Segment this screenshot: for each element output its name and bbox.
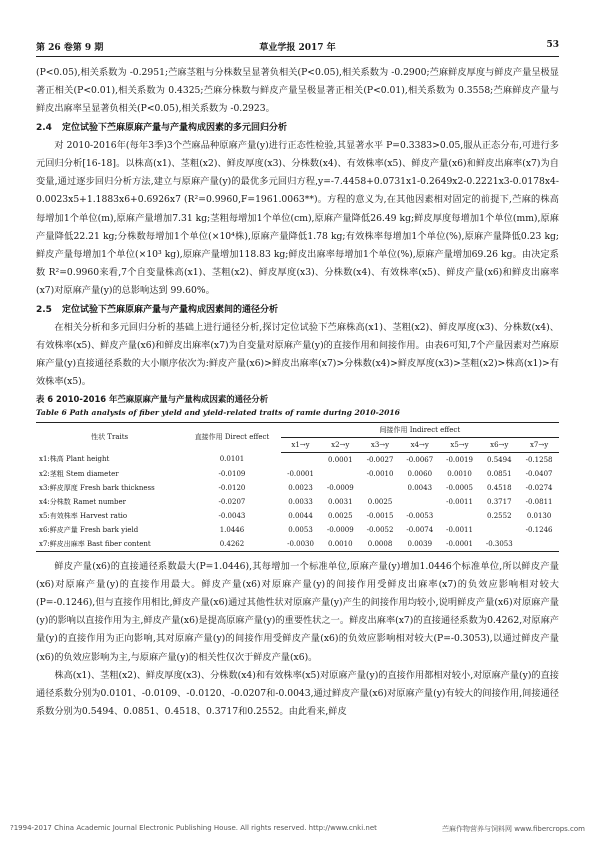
direct-effect-cell: -0.0043 — [218, 511, 246, 520]
indirect-effect-cell: -0.3053 — [479, 537, 519, 552]
indirect-effect-cell: 0.0060 — [407, 469, 433, 478]
indirect-effect-cell — [320, 467, 360, 481]
indirect-effect-cell: -0.0052 — [366, 525, 394, 534]
indirect-effect-cell: -0.0005 — [446, 483, 473, 492]
table-row — [36, 452, 559, 467]
direct-effect-cell: -0.0207 — [218, 497, 246, 506]
trait-cell: x4:分株数 Ramet number — [39, 497, 127, 506]
section-number: 2.4 — [36, 122, 52, 133]
indirect-effect-cell: -0.0274 — [525, 483, 553, 492]
indirect-effect-cell: -0.0011 — [446, 525, 473, 534]
indirect-column-header: x5→y — [440, 437, 480, 452]
trait-cell: x5:有效株率 Harvest ratio — [39, 511, 128, 520]
section-title: 定位试验下苎麻原麻产量与产量构成因素间的通径分析 — [61, 304, 278, 315]
indirect-effect-cell: 0.0851 — [487, 469, 512, 478]
indirect-effect-cell — [400, 495, 440, 509]
indirect-effect-cell: 0.3717 — [487, 497, 512, 506]
indirect-effect-cell: -0.0009 — [326, 483, 354, 492]
trait-cell: x2:茎粗 Stem diameter — [39, 469, 119, 478]
indirect-column-header: x1→y — [281, 437, 321, 452]
indirect-effect-cell: -0.0074 — [406, 525, 434, 534]
page-number: 53 — [546, 40, 559, 50]
trait-cell: x6:鲜皮产量 Fresh bark yield — [39, 525, 139, 534]
table-caption-cn: 表 6 2010-2016 年苎麻原麻产量与产量构成因素的通径分析 — [36, 393, 269, 404]
indirect-effect-cell: 0.0039 — [400, 537, 440, 552]
trait-cell: x7:鲜皮出麻率 Bast fiber content — [36, 537, 183, 552]
indirect-effect-cell: -0.0011 — [446, 497, 473, 506]
indirect-effect-cell: 0.0044 — [288, 511, 313, 520]
indirect-effect-cell: 0.0023 — [288, 483, 313, 492]
header-rule — [36, 56, 559, 57]
indirect-effect-cell: 0.0025 — [328, 511, 353, 520]
indirect-effect-cell: -0.0811 — [525, 497, 553, 506]
section-heading-2-4 — [36, 119, 559, 137]
indirect-column-header: x6→y — [479, 437, 519, 452]
indirect-effect-cell: -0.0407 — [525, 469, 553, 478]
indirect-effect-cell: 0.0130 — [526, 511, 552, 520]
indirect-effect-cell — [479, 523, 519, 537]
paragraph-regression: 对 2010-2016年(每年3季)3个苎麻品种原麻产量(y)进行正态性检验,其显著水平 P=0.3383>0.05,服从正态分布,可进行多元回归分析[16-18]。以株高(x1)、茎粗(x2)、鲜皮厚度(x3)、分株数(x4)、有效株率(x5)、鲜皮产量(x6)和鲜皮出麻率(x7)为自变量,通过逐步回归分析方法,建立与原麻产量(y)的最优多元回归方程,y=-7.4458+0.0731x1-0.2649x2-0.2221x3-0.0178x4-0.0023x5+1.1883x6+0.6926x7 (R²=0.9960,F=1961.0063**)。方程的意义为,在其他因素相对固定的前提下,苎麻的株高每增加1个单位(m),原麻产量增加7.31 kg;茎粗每增加1个单位(cm),原麻产量降低26.49 kg;鲜皮厚度每增加1个单位(mm),原麻产量降低22.21 kg;分株数每增加1个单位(×10⁴株),原麻产量降低1.78 kg;有效株率每增加1个单位(%),原麻产量降低0.23 kg;鲜皮产量每增加1个单位(×10³ kg),原麻产量增加118.83 kg;鲜皮出麻率每增加1个单位(%),原麻产量增加69.26 kg。由决定系数 R²=0.9960来看,7个自变量株高(x1)、茎粗(x2)、鲜皮厚度(x3)、分株数(x4)、有效株率(x5)、鲜皮产量(x6)和鲜皮出麻率(x7)对原麻产量(y)的总影响达到 99.60%。 — [36, 139, 559, 297]
indirect-column-header: x4→y — [400, 437, 440, 452]
indirect-column-header: x7→y — [519, 437, 559, 452]
journal-title: 草业学报 2017 年 — [259, 43, 336, 53]
table-row — [36, 467, 559, 481]
indirect-effect-cell: -0.0001 — [440, 537, 480, 552]
indirect-effect-cell — [360, 481, 400, 495]
paragraph-other-traits: 株高(x1)、茎粗(x2)、鲜皮厚度(x3)、分株数(x4)和有效株率(x5)对原麻产量(y)的直接作用都相对较小,对原麻产量(y)的直接通径系数分别为0.0101、-0.0109、-0.0120、-0.0207和-0.0043,通过鲜皮产量(x6)对原麻产量(y)有较大的间接作用,间接通径系数分别为0.5494、0.0851、0.4518、0.3717和0.2552。由此看来,鲜皮 — [36, 669, 559, 718]
paragraph-correlation: (P<0.05),相关系数为 -0.2951;苎麻茎粗与分株数呈显著负相关(P<0.05),相关系数为 -0.2900;苎麻鲜皮厚度与鲜皮产量呈极显著正相关(P<0.01),相关系数为 0.4325;苎麻分株数与鲜皮产量呈极显著正相关(P<0.01),相关系数为 0.3558;苎麻鲜皮产量与鲜皮出麻率呈显著负相关(P<0.05),相关系数为 -0.2923。 — [36, 67, 559, 115]
indirect-effect-cell — [519, 537, 559, 552]
table-row — [36, 509, 559, 523]
copyright-notice: ?1994-2017 China Academic Journal Electronic Publishing House. All rights reserved. http://www.cnki.net — [10, 824, 377, 832]
indirect-effect-cell: -0.0053 — [406, 511, 434, 520]
section-heading-2-5 — [36, 301, 559, 319]
direct-effect-cell: -0.0109 — [218, 469, 246, 478]
indirect-effect-cell: 0.5494 — [487, 455, 512, 464]
running-header — [36, 40, 559, 56]
direct-effect-cell: -0.0120 — [218, 483, 246, 492]
journal-volume: 第 26 卷第 9 期 — [36, 43, 104, 53]
header-direct-effect: 直接作用 Direct effect — [183, 422, 280, 452]
indirect-column-header: x2→y — [320, 437, 360, 452]
table-row — [36, 481, 559, 495]
table-body — [36, 452, 559, 551]
indirect-effect-cell: 0.0001 — [328, 455, 353, 464]
section-title: 定位试验下苎麻原麻产量与产量构成因素的多元回归分析 — [61, 122, 287, 133]
indirect-effect-cell: 0.0031 — [328, 497, 353, 506]
page-footer — [10, 824, 585, 832]
indirect-effect-cell: 0.0010 — [320, 537, 360, 552]
paragraph-path-intro: 在相关分析和多元回归分析的基础上进行通径分析,探讨定位试验下苎麻株高(x1)、茎粗(x2)、鲜皮厚度(x3)、分株数(x4)、有效株率(x5)、鲜皮产量(x6)和鲜皮出麻率(x7)为自变量对原麻产量(y)的直接作用和间接作用。由表6可知,7个产量因素对苎麻原麻产量(y)直接通径系数的大小顺序依次为:鲜皮产量(x6)>鲜皮出麻率(x7)>分株数(x4)>鲜皮厚度(x3)>茎粗(x2)>株高(x1)>有效株率(x5)。 — [36, 321, 559, 388]
indirect-effect-cell: -0.0009 — [326, 525, 354, 534]
indirect-effect-cell: 0.2552 — [487, 511, 512, 520]
header-indirect-effect: 间接作用 Indirect effect — [281, 422, 559, 437]
indirect-effect-cell: -0.0001 — [287, 469, 314, 478]
direct-effect-cell: 1.0446 — [219, 525, 245, 534]
path-analysis-table — [36, 422, 559, 552]
indirect-effect-cell: 0.0033 — [288, 497, 313, 506]
paragraph-fresh-bark-yield: 鲜皮产量(x6)的直接通径系数最大(P=1.0446),其每增加一个标准单位,原麻产量(y)增加1.0446个标准单位,所以鲜皮产量(x6)对原麻产量(y)的直接作用最大。鲜皮产量(x6)对原麻产量(y)的间接作用受鲜皮出麻率(x7)的负效应影响相对较大(P=-0.1246),但与直接作用相比,鲜皮产量(x6)通过其他性状对原麻产量(y)产生的间接作用均较小,说明鲜皮产量(x6)对原麻产量(y)的影响以直接作用为主,鲜皮产量(x6)是提高原麻产量(y)的重要性状之一。鲜皮出麻率(x7)的直接通径系数为0.4262,对原麻产量(y)的直接作用为正向影响,其对原麻产量(y)的间接作用受鲜皮产量(x6)的负效应影响相对较大(P=-0.3053),以通过鲜皮产量(x6)的负效应影响为主,与原麻产量(y)的相关性仅次于鲜皮产量(x6)。 — [36, 560, 559, 663]
watermark-site: 苎麻作物营养与饲料网 www.fibercrops.com — [442, 825, 585, 833]
indirect-effect-cell — [281, 452, 321, 467]
indirect-effect-cell: -0.0067 — [406, 455, 434, 464]
article-body — [36, 64, 559, 721]
table-row — [36, 495, 559, 509]
indirect-effect-cell: -0.0015 — [366, 511, 394, 520]
indirect-effect-cell: 0.4518 — [487, 483, 512, 492]
table-row — [36, 537, 559, 552]
indirect-effect-cell: -0.0010 — [366, 469, 394, 478]
indirect-effect-cell: 0.0010 — [447, 469, 472, 478]
indirect-effect-cell: -0.1246 — [525, 525, 553, 534]
table-caption-en: Table 6 Path analysis of fiber yield and yield-related traits of ramie during 2010-2016 — [36, 407, 400, 417]
indirect-effect-cell: 0.0043 — [407, 483, 433, 492]
direct-effect-cell: 0.4262 — [183, 537, 280, 552]
indirect-effect-cell: -0.0019 — [446, 455, 473, 464]
indirect-effect-cell: -0.0030 — [281, 537, 321, 552]
direct-effect-cell: 0.0101 — [219, 455, 245, 464]
trait-cell: x1:株高 Plant height — [39, 455, 110, 464]
indirect-effect-cell — [440, 509, 480, 523]
indirect-effect-cell: 0.0053 — [288, 525, 313, 534]
indirect-effect-cell: 0.0025 — [367, 497, 393, 506]
indirect-effect-cell: -0.0027 — [366, 455, 394, 464]
indirect-column-header: x3→y — [360, 437, 400, 452]
trait-cell: x3:鲜皮厚度 Fresh bark thickness — [39, 483, 155, 492]
table-row — [36, 523, 559, 537]
header-traits: 性状 Traits — [36, 422, 183, 452]
indirect-effect-cell: -0.1258 — [525, 455, 553, 464]
indirect-effect-cell: 0.0008 — [360, 537, 400, 552]
section-number: 2.5 — [36, 304, 52, 315]
